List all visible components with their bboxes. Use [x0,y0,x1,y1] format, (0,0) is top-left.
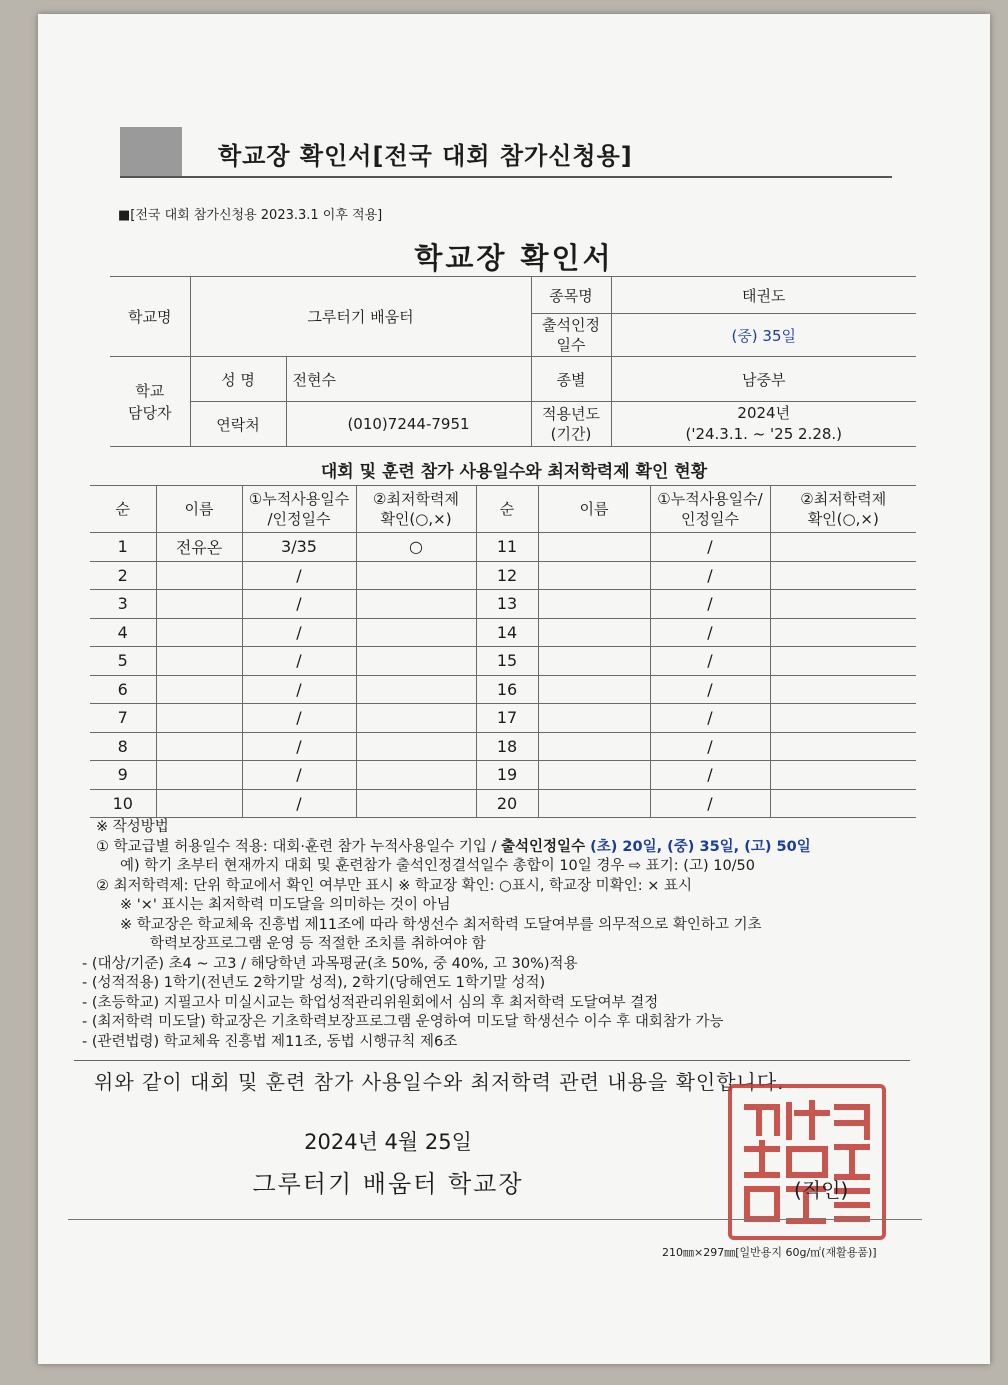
roster-days-2: / [650,533,770,562]
col-days-2-line1: ①누적사용일수/ [657,490,763,508]
method-line-8: - (성적적용) 1학기(전년도 2학기말 성적), 2학기(당해연도 1학기말 성적) [82,975,546,991]
manager-label-line1: 학교 [135,381,165,400]
method-line-10: - (최저학력 미도달) 학교장은 기초학력보장프로그램 운영하여 미도달 학생선수 이수 후 대회참가 가능 [82,1014,724,1030]
roster-check-2 [770,704,916,733]
col-name-2: 이름 [538,486,650,533]
roster-days: / [242,732,356,761]
roster-name-2 [538,533,650,562]
writing-method [82,818,916,1052]
header-title: 학교장 확인서[전국 대회 참가신청용] [218,142,633,170]
roster-row [90,618,916,647]
year-value-line2: ('24.3.1. ~ '25 2.28.) [685,425,843,443]
roster-check [356,675,476,704]
roster-no-2: 15 [476,647,538,676]
roster-check: ○ [356,533,476,562]
issue-date: 2024년 4월 25일 [304,1130,472,1154]
method-line-3: ② 최저학력제: 단위 학교에서 확인 여부만 표시 ※ 학교장 확인: ○표시, 학교장 미확인: × 표시 [96,877,692,894]
year-value-line1: 2024년 [737,404,791,422]
roster-name [156,704,242,733]
col-name: 이름 [156,486,242,533]
method-line-1 [96,838,916,858]
official-seal-stamp [728,1084,886,1240]
roster-row [90,761,916,790]
roster-days: / [242,704,356,733]
roster-name: 전유온 [156,533,242,562]
roster-check-2 [770,618,916,647]
col-days-2-line2: 인정일수 [681,510,739,528]
roster-days: / [242,761,356,790]
attend-label-line1: 출석인정 [542,316,600,334]
method-line-1a: ① 학교급별 허용일수 적용: 대회·훈련 참가 누적사용일수 기입 / [96,838,502,855]
roster-check [356,647,476,676]
col-days-line2: /인정일수 [267,510,331,528]
roster-no: 7 [90,704,156,733]
roster-days-2: / [650,675,770,704]
roster-name [156,618,242,647]
roster-row [90,561,916,590]
roster-no: 6 [90,675,156,704]
roster-name [156,590,242,619]
manager-label [110,357,190,447]
roster-name-2 [538,761,650,790]
bottom-rule [68,1219,922,1220]
seal-label: (직인) [794,1178,849,1202]
attend-label-line2: 일수 [556,336,586,354]
col-check-line2: 확인(○,×) [380,510,452,528]
roster-name-2 [538,675,650,704]
roster-no-2: 19 [476,761,538,790]
roster-days: / [242,789,356,818]
method-line-5: ※ 학교장은 학교체육 진흥법 제11조에 따라 학생선수 최저학력 도달여부를 의무적으로 확인하고 기초 [120,916,762,933]
name-label: 성 명 [190,357,286,402]
roster-row [90,704,916,733]
roster-days: / [242,675,356,704]
roster-days: / [242,561,356,590]
method-line-6: 학력보장프로그램 운영 등 적절한 조치를 취하여야 함 [150,936,486,952]
confirm-text: 위와 같이 대회 및 훈련 참가 사용일수와 최저학력 관련 내용을 확인합니다. [94,1070,785,1094]
roster-no: 9 [90,761,156,790]
info-table [110,276,916,447]
roster-days-2: / [650,618,770,647]
roster-name-2 [538,789,650,818]
roster-no-2: 16 [476,675,538,704]
roster-days: / [242,647,356,676]
roster-no: 3 [90,590,156,619]
method-line-1b: 출석인정일수 [501,838,591,855]
paper-spec: 210㎜×297㎜[일반용지 60g/㎡(재활용품)] [662,1246,877,1259]
col-check [356,486,476,533]
year-value [611,402,916,447]
roster-check-2 [770,732,916,761]
roster-check-2 [770,533,916,562]
roster-no: 8 [90,732,156,761]
attend-value: (중) 35일 [611,314,916,357]
roster-no-2: 11 [476,533,538,562]
col-days-2 [650,486,770,533]
roster-check [356,618,476,647]
roster-name-2 [538,732,650,761]
roster-name [156,561,242,590]
roster-check-2 [770,761,916,790]
roster-name-2 [538,561,650,590]
category-value: 남중부 [611,357,916,402]
roster-days-2: / [650,761,770,790]
roster-no: 10 [90,789,156,818]
roster-name-2 [538,618,650,647]
roster-check [356,561,476,590]
roster-row [90,647,916,676]
apply-note: ■[전국 대회 참가신청용 2023.3.1 이후 적용] [118,208,383,223]
method-line-2: 예) 학기 초부터 현재까지 대회 및 훈련참가 출석인정결석일수 총합이 10일 경우 ⇨ 표기: (고) 10/50 [120,858,756,874]
roster-days-2: / [650,789,770,818]
roster-days-2: / [650,561,770,590]
roster-row [90,732,916,761]
col-check-2 [770,486,916,533]
roster-days-2: / [650,732,770,761]
roster-row [90,789,916,818]
roster-name-2 [538,590,650,619]
roster-row [90,675,916,704]
header-gray-block [120,127,182,177]
method-line-11: - (관련법령) 학교체육 진흥법 제11조, 동법 시행규칙 제6조 [82,1033,458,1050]
roster-no-2: 13 [476,590,538,619]
roster-row [90,533,916,562]
col-check-line1: ②최저학력제 [373,490,459,508]
seal-glyph-pattern [737,1093,877,1231]
roster-no-2: 18 [476,732,538,761]
roster-check-2 [770,647,916,676]
col-check-2-line1: ②최저학력제 [800,490,887,508]
roster-header-row [90,486,916,533]
roster-days-2: / [650,704,770,733]
roster-days-2: / [650,590,770,619]
sport-value: 태권도 [611,277,916,314]
roster-table [90,485,916,818]
roster-no: 4 [90,618,156,647]
roster-name [156,732,242,761]
roster-no-2: 20 [476,789,538,818]
roster-check-2 [770,561,916,590]
status-title: 대회 및 훈련 참가 사용일수와 최저학력제 확인 현황 [320,462,708,482]
roster-check-2 [770,675,916,704]
roster-name [156,761,242,790]
roster-name [156,789,242,818]
year-label [531,402,611,447]
col-no-2: 순 [476,486,538,533]
method-line-9: - (초등학교) 지필고사 미실시교는 학업성적관리위원회에서 심의 후 최저학력 도달여부 결정 [82,994,659,1011]
roster-days: / [242,590,356,619]
roster-no-2: 12 [476,561,538,590]
roster-name-2 [538,647,650,676]
attend-label [531,314,611,357]
roster-name [156,675,242,704]
roster-name [156,647,242,676]
method-rule [74,1060,910,1061]
year-label-line2: (기간) [550,425,592,443]
roster-check [356,590,476,619]
roster-no: 1 [90,533,156,562]
roster-no-2: 17 [476,704,538,733]
col-days-line1: ①누적사용일수 [248,490,350,508]
roster-check [356,704,476,733]
roster-check [356,761,476,790]
principal-name: 그루터기 배움터 학교장 [252,1170,524,1198]
roster-check [356,732,476,761]
col-days [242,486,356,533]
method-title: ※ 작성방법 [96,819,169,835]
roster-no: 5 [90,647,156,676]
header-rule [120,176,892,178]
method-line-7: - (대상/기준) 초4 ~ 고3 / 해당학년 과목평균(초 50%, 중 40%, 고 30%)적용 [82,955,578,972]
roster-check-2 [770,789,916,818]
roster-days: / [242,618,356,647]
category-label: 종별 [531,357,611,402]
method-line-1c: (초) 20일, (중) 35일, (고) 50일 [590,838,811,855]
method-line-4: ※ '×' 표시는 최저학력 미도달을 의미하는 것이 아님 [120,897,451,913]
contact-value: (010)7244-7951 [286,402,531,447]
roster-no-2: 14 [476,618,538,647]
col-no: 순 [90,486,156,533]
roster-body [90,533,916,818]
document-page [38,14,990,1364]
doc-title: 학교장 확인서 [414,241,614,275]
contact-label: 연락처 [190,402,286,447]
school-label: 학교명 [110,277,190,357]
sport-label: 종목명 [531,277,611,314]
name-value: 전현수 [286,357,531,402]
roster-check [356,789,476,818]
col-check-2-line2: 확인(○,×) [807,510,879,528]
manager-label-line2: 담당자 [128,403,172,422]
roster-days-2: / [650,647,770,676]
roster-check-2 [770,590,916,619]
roster-row [90,590,916,619]
year-label-line1: 적용년도 [542,405,600,423]
roster-days: 3/35 [242,533,356,562]
roster-name-2 [538,704,650,733]
school-value: 그루터기 배움터 [190,277,531,357]
roster-no: 2 [90,561,156,590]
